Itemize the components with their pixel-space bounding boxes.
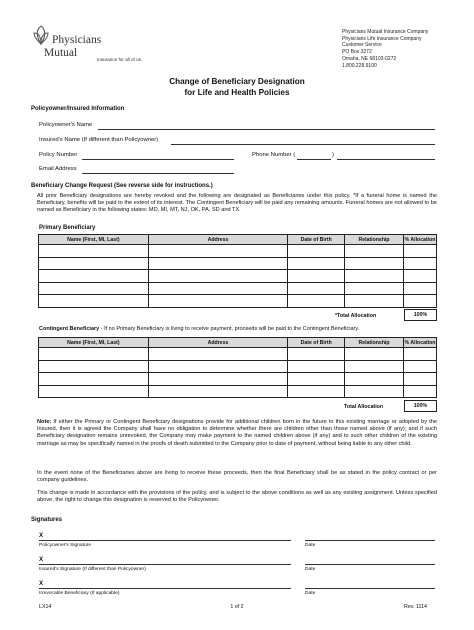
dob-cell[interactable] [288,245,345,258]
contingent-total-value: 100% [413,403,428,409]
irrevocable-date-field[interactable] [305,588,435,589]
contingent-total-box [404,400,437,412]
address-cell[interactable] [148,295,288,308]
table-row [39,373,437,386]
dob-cell[interactable] [288,373,345,386]
address-cell[interactable] [148,360,288,373]
dob-cell[interactable] [288,282,345,295]
col-header-allocation: % Allocation [404,236,436,243]
allocation-cell[interactable] [404,257,437,270]
signature-x-mark: X [39,532,44,539]
name-cell[interactable] [39,373,149,386]
allocation-cell[interactable] [404,348,437,361]
relationship-cell[interactable] [345,257,404,270]
allocation-cell[interactable] [404,373,437,386]
revision-number: Rev. 1114 [404,604,427,610]
company-line: Physicians Mutual Insurance Company [342,29,429,35]
company-line: Physicians Life Insurance Company [342,35,422,42]
address-cell[interactable] [148,257,288,270]
relationship-cell[interactable] [345,270,404,283]
policy-number-label: Policy Number [39,152,78,158]
email-field[interactable] [82,173,234,174]
company-line: 1.800.228.9100 [342,62,377,69]
policyowner-name-label: Policyowner's Name [39,122,93,128]
name-cell[interactable] [39,257,149,270]
allocation-cell[interactable] [404,282,437,295]
name-cell[interactable] [39,360,149,373]
relationship-cell[interactable] [345,385,404,398]
company-line: Omaha, NE 68103-0272 [342,55,397,62]
change-provisions-paragraph: This change is made in accordance with the provisions of the policy, and is subject to the above conditions as well as any existing assignment. Unless specified above, the right to change this designation is reserved to the Policyowner. [37,490,437,504]
table-row [39,270,437,283]
col-header-name: Name (First, MI, Last) [39,235,149,245]
dob-cell[interactable] [288,257,345,270]
insured-name-label: Insured's Name (If different than Policyowner) [39,137,159,143]
physicians-mutual-logo-icon [30,24,52,46]
address-cell[interactable] [148,373,288,386]
col-header-allocation: % Allocation [404,339,436,346]
primary-total-value: 100% [413,312,428,318]
col-header-address: Address [148,338,288,348]
company-line: PO Box 3272 [342,49,372,56]
address-cell[interactable] [148,385,288,398]
note-paragraph [37,419,437,448]
contingent-total-label: Total Allocation [344,404,384,410]
dob-cell[interactable] [288,360,345,373]
logo-tagline: Insurance for all of us. [97,57,143,62]
insured-date-field[interactable] [305,564,435,565]
col-header-dob: Date of Birth [288,338,345,348]
irrevocable-beneficiary-signature-field[interactable] [39,588,291,589]
table-row [39,295,437,308]
allocation-cell[interactable] [404,295,437,308]
form-title-line1: Change of Beneficiary Designation [169,77,305,86]
phone-area-code-field[interactable] [297,159,331,160]
contingent-beneficiary-heading-row [39,326,359,332]
contingent-beneficiary-table [38,337,437,398]
phone-number-label: Phone Number ( [252,152,296,158]
relationship-cell[interactable] [345,282,404,295]
signatures-heading: Signatures [31,517,63,523]
logo-name-line1: Physicians [52,34,102,46]
signature-x-mark: X [39,556,44,563]
name-cell[interactable] [39,270,149,283]
irrevocable-date-label: Date [305,591,316,596]
policy-number-field[interactable] [82,159,234,160]
relationship-cell[interactable] [345,360,404,373]
note-text: If either the Primary or Contingent Beneficiary designations provide for additional children born in the future to this existing marriage or adopted by the Insured, then it is agreed the Company shall have no obligation to determine whether there are children other than those named above (if any); and if such Beneficiary designation remains unrevoked, the Company may make payment to the named children above (if any) and to such other children of the existing marriage as may be specifically named in the proofs of death submitted to the Company prior to date of payment, without being liable to any other child. [37,419,437,447]
policyowner-signature-field[interactable] [39,540,291,541]
form-id: LX14 [39,604,52,610]
relationship-cell[interactable] [345,245,404,258]
address-cell[interactable] [148,348,288,361]
name-cell[interactable] [39,348,149,361]
logo-name-line2: Mutual [44,47,78,59]
name-cell[interactable] [39,282,149,295]
page-number: 1 of 2 [230,604,244,610]
table-row [39,385,437,398]
table-row [39,257,437,270]
address-cell[interactable] [148,245,288,258]
name-cell[interactable] [39,245,149,258]
contingent-beneficiary-heading: Contingent Beneficiary [39,326,100,332]
insured-signature-label: Insured's Signature (If different than Policyowner) [39,567,146,572]
relationship-cell[interactable] [345,295,404,308]
name-cell[interactable] [39,295,149,308]
insured-signature-field[interactable] [39,564,291,565]
insured-date-label: Date [305,567,316,572]
allocation-cell[interactable] [404,245,437,258]
company-line: Customer Service [342,42,382,49]
beneficiary-request-heading: Beneficiary Change Request (See reverse side for instructions.) [31,183,213,189]
table-row [39,348,437,361]
policyowner-date-field[interactable] [305,540,435,541]
primary-total-box [404,309,437,321]
signature-x-mark: X [39,580,44,587]
col-header-name: Name (First, MI, Last) [39,338,149,348]
table-row [39,245,437,258]
contingent-beneficiary-note: - If no Primary Beneficiary is living to receive payment, proceeds will be paid to the Contingent Beneficiary. [99,326,360,332]
note-label: Note: [37,419,52,425]
email-label: Email Address [39,166,77,172]
name-cell[interactable] [39,385,149,398]
dob-cell[interactable] [288,385,345,398]
company-address-block [342,29,428,69]
form-title-line2: for Life and Health Policies [184,88,290,97]
policyowner-signature-label: Policyowner's Signature [39,543,92,548]
col-header-relationship: Relationship [345,235,404,245]
table-row [39,282,437,295]
policyowner-section-heading: Policyowner/Insured Information [31,106,125,112]
insured-name-field[interactable] [171,144,435,145]
dob-cell[interactable] [288,270,345,283]
policyowner-name-field[interactable] [98,129,435,130]
dob-cell[interactable] [288,348,345,361]
col-header-dob: Date of Birth [288,235,345,245]
primary-beneficiary-table [38,234,437,308]
beneficiary-request-text: All prior Beneficiary designations are hereby revoked and the following are designated as Beneficiaries under this policy. *If a funeral home is named the Beneficiary, benefits will be paid to the extent of its interest. The Contingent Beneficiary will be paid any remaining amounts. Funeral homes are not allowed to be named as Beneficiary in the following states: MD, MI, MT, NJ, OK, PA, SD and TX. [37,193,437,214]
dob-cell[interactable] [288,295,345,308]
phone-paren-close: ) [332,152,334,158]
table-row [39,360,437,373]
irrevocable-beneficiary-label: Irrevocable Beneficiary (If applicable) [39,591,120,596]
col-header-relationship: Relationship [345,338,404,348]
allocation-cell[interactable] [404,385,437,398]
phone-number-field[interactable] [337,159,435,160]
primary-beneficiary-heading: Primary Beneficiary [39,225,96,231]
address-cell[interactable] [148,282,288,295]
address-cell[interactable] [148,270,288,283]
policyowner-date-label: Date [305,543,316,548]
allocation-cell[interactable] [404,270,437,283]
relationship-cell[interactable] [345,348,404,361]
final-beneficiary-paragraph: In the event none of the Beneficiaries above are living to receive these proceeds, then the final Beneficiary shall be as stated in the policy contract or per company guidelines. [37,470,437,484]
relationship-cell[interactable] [345,373,404,386]
primary-total-label: *Total Allocation [335,313,377,319]
col-header-address: Address [148,235,288,245]
allocation-cell[interactable] [404,360,437,373]
